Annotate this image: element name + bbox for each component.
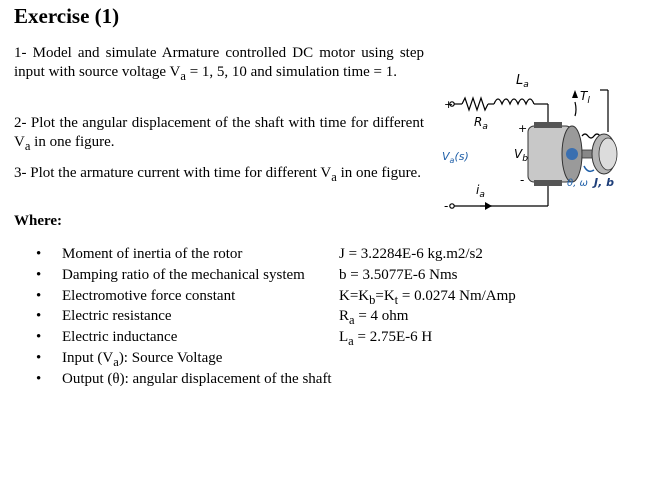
jb-label: J, b (594, 176, 614, 189)
where-heading: Where: (14, 213, 63, 229)
emf-value: $K=K_b=K_t = 0.0274$ Nm/Amp (339, 287, 516, 307)
list-item: • Electric inductance $L_a = 2.75E-6$ H (32, 327, 516, 348)
resistor-symbol (462, 98, 488, 110)
task-1: 1- Model and simulate Armature controlled DC motor using step input with source voltage $V_a = 1$, 5, 10 and simulation time = 1. (14, 45, 424, 83)
va-label: $V_a(s)$ (442, 150, 469, 165)
task-3: 3- Plot the armature current with time for different $V_a$ in one figure. (14, 165, 421, 184)
list-item: • Damping ratio of the mechanical system b = 3.5077E-6 Nms (32, 265, 516, 286)
theta-label: θ, ω (567, 178, 588, 189)
vb-label: $V_b$ (514, 147, 528, 164)
page-title: Exercise (1) (14, 4, 120, 28)
list-item: • Moment of inertia of the rotor J = 3.2284E-6 kg.m2/s2 (32, 244, 516, 265)
input-item: Input $(V_a)$: Source Voltage (62, 349, 223, 369)
la-label: $L_a$ (516, 73, 529, 90)
inductor-symbol (494, 99, 534, 104)
motor-minus-sign: - (520, 173, 525, 187)
list-item: • Electric resistance $R_a = 4$ ohm (32, 306, 516, 327)
inertia-value: J = 3.2284E-6 kg.m2/s2 (339, 246, 483, 262)
list-item (32, 348, 516, 369)
list-item: • Electromotive force constant $K=K_b=K_t = 0.0274$ Nm/Amp (32, 286, 516, 307)
minus-sign: - (444, 199, 449, 213)
motor-plus-sign: + (518, 122, 528, 135)
task-2: 2- Plot the angular displacement of the shaft with time for different $V_a$ in one figure. (14, 115, 424, 153)
tl-label: $T_l$ (580, 89, 590, 106)
plus-sign: + (444, 98, 454, 111)
inductance-value: $L_a = 2.75E-6$ H (339, 329, 433, 349)
ra-label: $R_a$ (474, 115, 488, 132)
ia-label: $i_a$ (476, 183, 485, 200)
damping-value: b = 3.5077E-6 Nms (339, 266, 458, 283)
list-item (32, 369, 516, 390)
parameter-list (32, 244, 516, 390)
output-item: Output (θ): angular displacement of the shaft (62, 370, 332, 387)
resistance-value: $R_a = 4$ ohm (339, 308, 409, 328)
dc-motor-diagram (432, 62, 632, 222)
